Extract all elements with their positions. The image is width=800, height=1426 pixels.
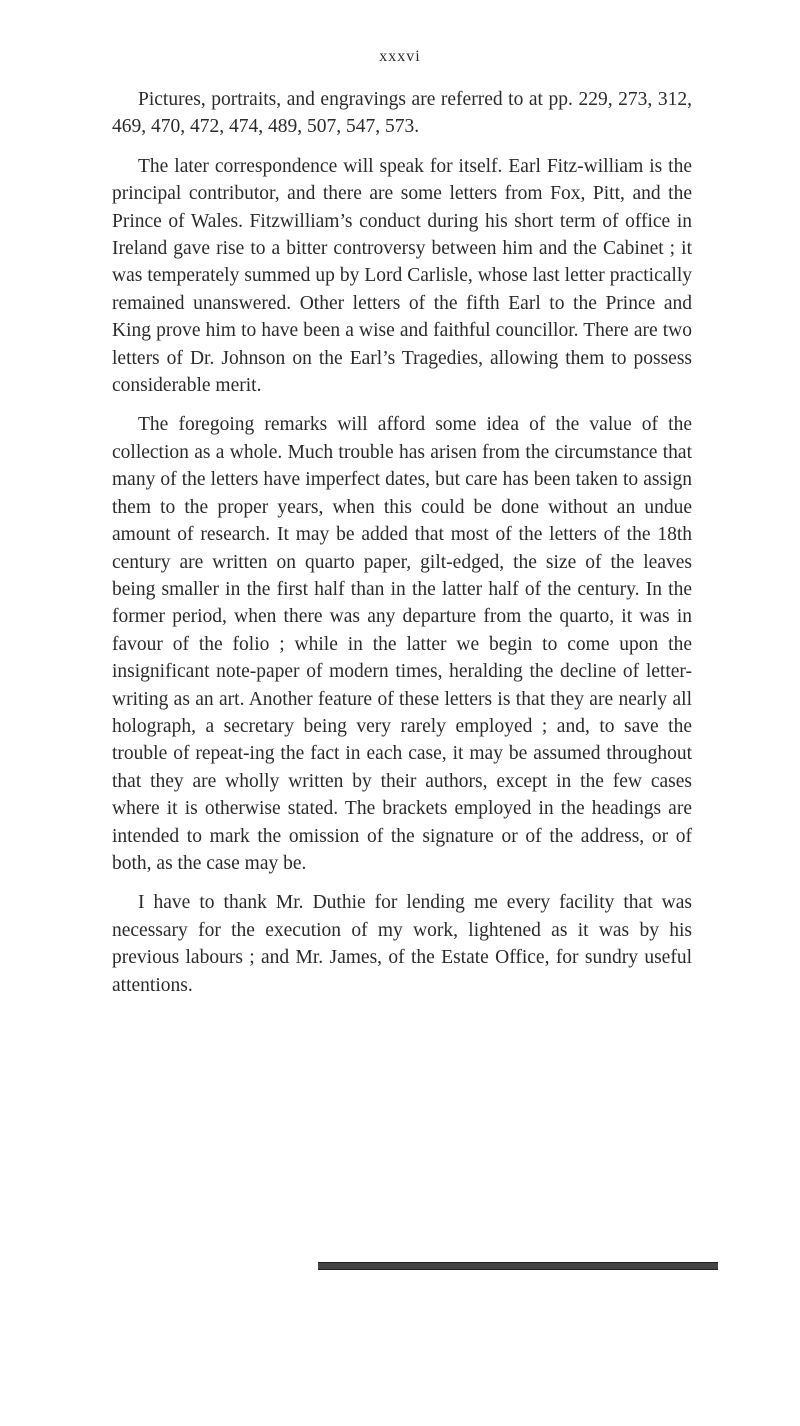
paragraph-pictures: Pictures, portraits, and engravings are referred to at pp. 229, 273, 312, 469, 470, 472, 474, 489, 507, 547, 573.	[112, 89, 692, 138]
page-number: xxxvi	[379, 48, 421, 65]
body-text	[112, 86, 692, 1011]
paragraph-foregoing-remarks: The foregoing remarks will afford some idea of the value of the collection as a whole. Much trouble has arisen from the circumstance that many of the letters have imperfect dates, but care has been taken to assign them to the proper years, when this could be done without an undue amount of research. It may be added that most of the letters of the 18th century are written on quarto paper, gilt-edged, the size of the leaves being smaller in the first half than in the latter half of the century. In the former period, when there was any departure from the quarto, it was in favour of the folio ; while in the latter we begin to come upon the insignificant note-paper of modern times, heralding the decline of letter-writing as an art. Another feature of these letters is that they are nearly all holograph, a secretary being very rarely employed ; and, to save the trouble of repeat-ing the fact in each case, it may be assumed throughout that they are wholly written by their authors, except in the few cases where it is otherwise stated. The brackets employed in the headings are intended to mark the omission of the signature or of the address, or of both, as the case may be.	[112, 414, 692, 874]
paragraph-later-correspondence: The later correspondence will speak for itself. Earl Fitz-william is the principal contributor, and there are some letters from Fox, Pitt, and the Prince of Wales. Fitzwilliam’s conduct during his short term of office in Ireland gave rise to a bitter controversy between him and the Cabinet ; it was temperately summed up by Lord Carlisle, whose last letter practically remained unanswered. Other letters of the fifth Earl to the Prince and King prove him to have been a wise and faithful councillor. There are two letters of Dr. Johnson on the Earl’s Tragedies, allowing them to possess considerable merit.	[112, 155, 692, 397]
paragraph-acknowledgements: I have to thank Mr. Duthie for lending me every facility that was necessary for the execution of my work, lightened as it was by his previous labours ; and Mr. James, of the Estate Office, for sundry useful attentions.	[112, 892, 692, 996]
closing-rule	[318, 1262, 718, 1270]
